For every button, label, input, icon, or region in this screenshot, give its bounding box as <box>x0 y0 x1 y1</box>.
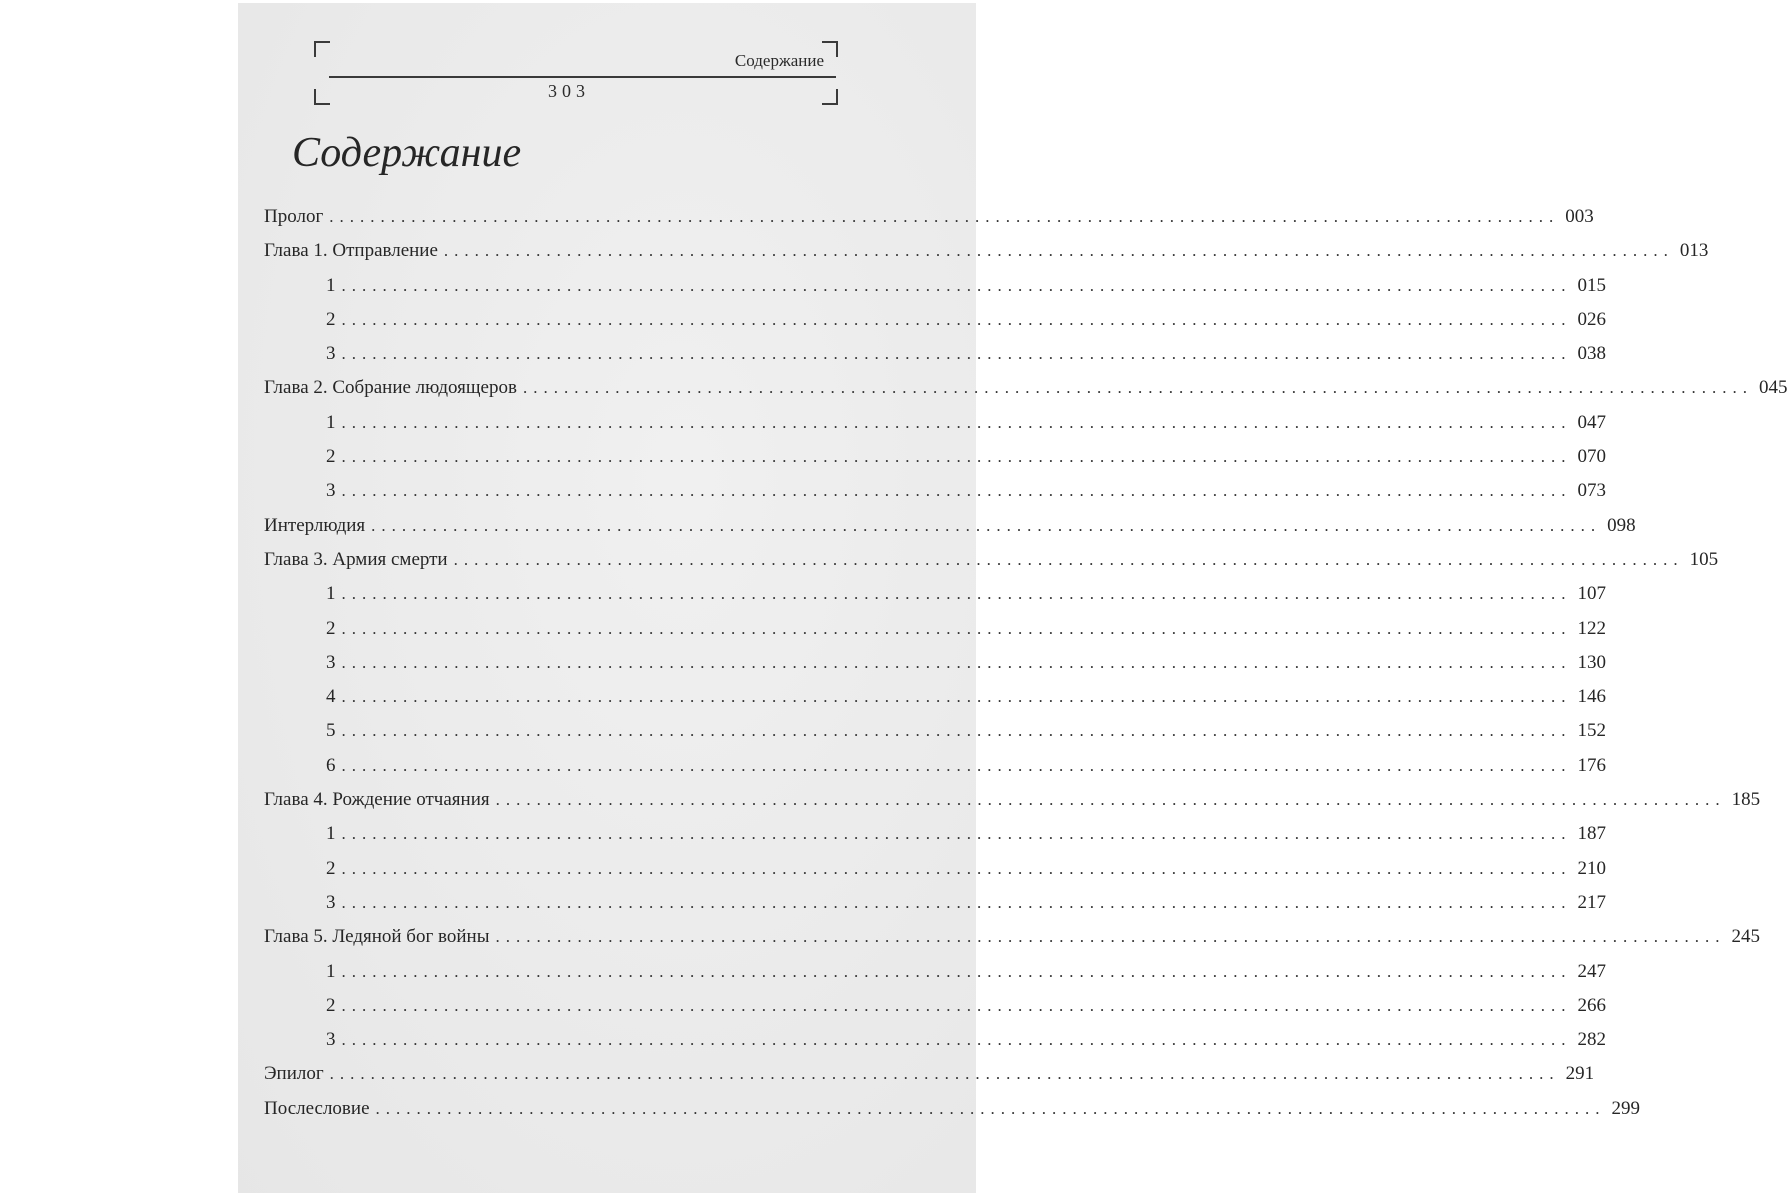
toc-entry-label: 2 <box>326 994 336 1016</box>
toc-entry-page: 026 <box>1577 308 1606 330</box>
toc-entry-page: 266 <box>1577 994 1606 1016</box>
toc-entry <box>264 240 1709 274</box>
toc-entry-label: 6 <box>326 754 336 776</box>
toc-entry-page: 210 <box>1577 857 1606 879</box>
toc-entry-label: 2 <box>326 617 336 639</box>
toc-leader-dots: ........................................................................................................................ <box>329 1064 1560 1084</box>
toc-entry-label: 2 <box>326 446 336 468</box>
toc-leader-dots: ........................................................................................................................ <box>341 652 1572 672</box>
toc-entry-label: 1 <box>326 960 336 982</box>
crop-mark-top-right <box>822 41 838 57</box>
toc-leader-dots: ........................................................................................................................ <box>375 1098 1606 1118</box>
toc-entry-label: 5 <box>326 720 336 742</box>
toc-entry-label: 1 <box>326 583 336 605</box>
toc-entry-label: 2 <box>326 308 336 330</box>
toc-leader-dots: ........................................................................................................................ <box>495 927 1726 947</box>
toc-subentry <box>264 617 1606 652</box>
book-page <box>238 3 1787 1193</box>
toc-entry-label: 3 <box>326 343 336 365</box>
running-head: Содержание <box>734 51 824 70</box>
toc-leader-dots: ........................................................................................................................ <box>341 824 1572 844</box>
toc-entry-page: 107 <box>1577 583 1606 605</box>
header-rule <box>329 76 836 78</box>
toc-entry-label: Послесловие <box>264 1097 370 1119</box>
crop-mark-top-left <box>314 41 330 57</box>
toc-subentry <box>264 823 1606 857</box>
toc-entry-page: 282 <box>1577 1029 1606 1051</box>
toc-leader-dots: ........................................................................................................................ <box>495 790 1726 810</box>
toc-subentry <box>264 857 1606 892</box>
toc-entry-page: 185 <box>1731 789 1761 811</box>
toc-entry-label: 3 <box>326 1029 336 1051</box>
toc-leader-dots: ........................................................................................................................ <box>341 584 1572 604</box>
toc-entry-page: 299 <box>1611 1097 1641 1119</box>
toc-entry-page: 245 <box>1731 926 1760 948</box>
toc-entry-label: 1 <box>326 274 336 296</box>
toc-leader-dots: ........................................................................................................................ <box>371 515 1602 535</box>
toc-subentry <box>264 411 1606 446</box>
toc-entry <box>264 377 1787 411</box>
toc-subentry <box>264 343 1606 377</box>
toc-entry-page: 098 <box>1607 514 1636 536</box>
toc-entry-page: 187 <box>1577 823 1606 845</box>
toc-entry <box>264 1097 1641 1132</box>
toc-subentry <box>264 480 1606 514</box>
toc-entry-label: Глава 4. Рождение отчаяния <box>264 789 490 811</box>
toc-subentry <box>264 1029 1606 1063</box>
toc-leader-dots: ........................................................................................................................ <box>341 275 1572 295</box>
toc-subentry <box>264 754 1606 789</box>
toc-entry-page: 015 <box>1577 274 1606 296</box>
toc-entry-label: 3 <box>326 480 336 502</box>
toc-leader-dots: ........................................................................................................................ <box>341 687 1572 707</box>
toc-entry-page: 130 <box>1577 651 1606 673</box>
toc-entry <box>264 514 1636 549</box>
toc-leader-dots: ........................................................................................................................ <box>341 892 1572 912</box>
toc-entry <box>264 206 1594 240</box>
toc-entry-page: 176 <box>1577 754 1606 776</box>
toc-entry-label: 3 <box>326 891 336 913</box>
toc-leader-dots: ........................................................................................................................ <box>329 207 1560 226</box>
toc-leader-dots: ........................................................................................................................ <box>341 755 1572 775</box>
toc-entry-label: Глава 1. Отправление <box>264 240 438 262</box>
toc-entry-page: 217 <box>1577 891 1606 913</box>
toc-entry-page: 122 <box>1577 617 1606 639</box>
toc-leader-dots: ........................................................................................................................ <box>341 858 1572 878</box>
toc-entry-page: 146 <box>1577 686 1606 708</box>
toc-entry-page: 045 <box>1758 377 1787 399</box>
toc-subentry <box>264 308 1606 343</box>
toc-leader-dots: ........................................................................................................................ <box>453 549 1684 569</box>
toc-entry-label: 2 <box>326 857 336 879</box>
toc-entry-label: Эпилог <box>264 1063 324 1085</box>
toc-entry-page: 070 <box>1577 446 1606 468</box>
crop-mark-bottom-right <box>822 89 838 105</box>
page-title: Содержание <box>292 130 522 176</box>
toc-entry <box>264 789 1761 823</box>
toc-entry-page: 003 <box>1565 206 1594 227</box>
toc-leader-dots: ........................................................................................................................ <box>522 378 1753 398</box>
toc-leader-dots: ........................................................................................................................ <box>341 618 1572 638</box>
toc-leader-dots: ........................................................................................................................ <box>341 412 1572 432</box>
toc-leader-dots: ........................................................................................................................ <box>341 721 1572 741</box>
toc-subentry <box>264 446 1606 480</box>
toc-leader-dots: ........................................................................................................................ <box>341 344 1572 364</box>
toc-entry-page: 013 <box>1679 240 1709 262</box>
toc-subentry <box>264 960 1606 995</box>
toc-subentry <box>264 720 1606 754</box>
toc-entry-label: 1 <box>326 411 336 433</box>
toc-entry-page: 038 <box>1577 343 1606 365</box>
toc-leader-dots: ........................................................................................................................ <box>341 481 1572 501</box>
toc-subentry <box>264 686 1606 720</box>
toc-entry-page: 105 <box>1689 548 1719 570</box>
toc-leader-dots: ........................................................................................................................ <box>443 241 1674 261</box>
toc-subentry <box>264 994 1606 1029</box>
toc-entry-label: Интерлюдия <box>264 514 366 536</box>
toc-entry-page: 047 <box>1577 411 1606 433</box>
toc-entry <box>264 926 1760 960</box>
toc-leader-dots: ........................................................................................................................ <box>341 995 1572 1015</box>
toc-subentry <box>264 651 1606 686</box>
page-number: 303 <box>548 81 590 101</box>
toc-entry-label: 1 <box>326 823 336 845</box>
toc-leader-dots: ........................................................................................................................ <box>341 447 1572 467</box>
toc-subentry <box>264 583 1606 617</box>
toc-leader-dots: ........................................................................................................................ <box>341 961 1572 981</box>
toc-entry-label: Глава 3. Армия смерти <box>264 548 448 570</box>
toc-entry-page: 152 <box>1577 720 1606 742</box>
toc-entry-page: 291 <box>1565 1063 1595 1085</box>
toc-entry <box>264 548 1719 583</box>
toc-entry-label: Глава 2. Собрание людоящеров <box>264 377 517 399</box>
toc-entry-page: 073 <box>1577 480 1606 502</box>
toc-subentry <box>264 274 1606 309</box>
toc-leader-dots: ........................................................................................................................ <box>341 1030 1572 1050</box>
toc-entry-label: 4 <box>326 686 336 708</box>
toc-subentry <box>264 891 1606 926</box>
toc-entry-label: Пролог <box>264 206 324 227</box>
toc-entry-label: Глава 5. Ледяной бог войны <box>264 926 490 948</box>
toc-entry <box>264 1063 1595 1097</box>
crop-mark-bottom-left <box>314 89 330 105</box>
toc-leader-dots: ........................................................................................................................ <box>341 309 1572 329</box>
table-of-contents <box>264 206 1787 1132</box>
toc-entry-page: 247 <box>1577 960 1606 982</box>
toc-entry-label: 3 <box>326 651 336 673</box>
